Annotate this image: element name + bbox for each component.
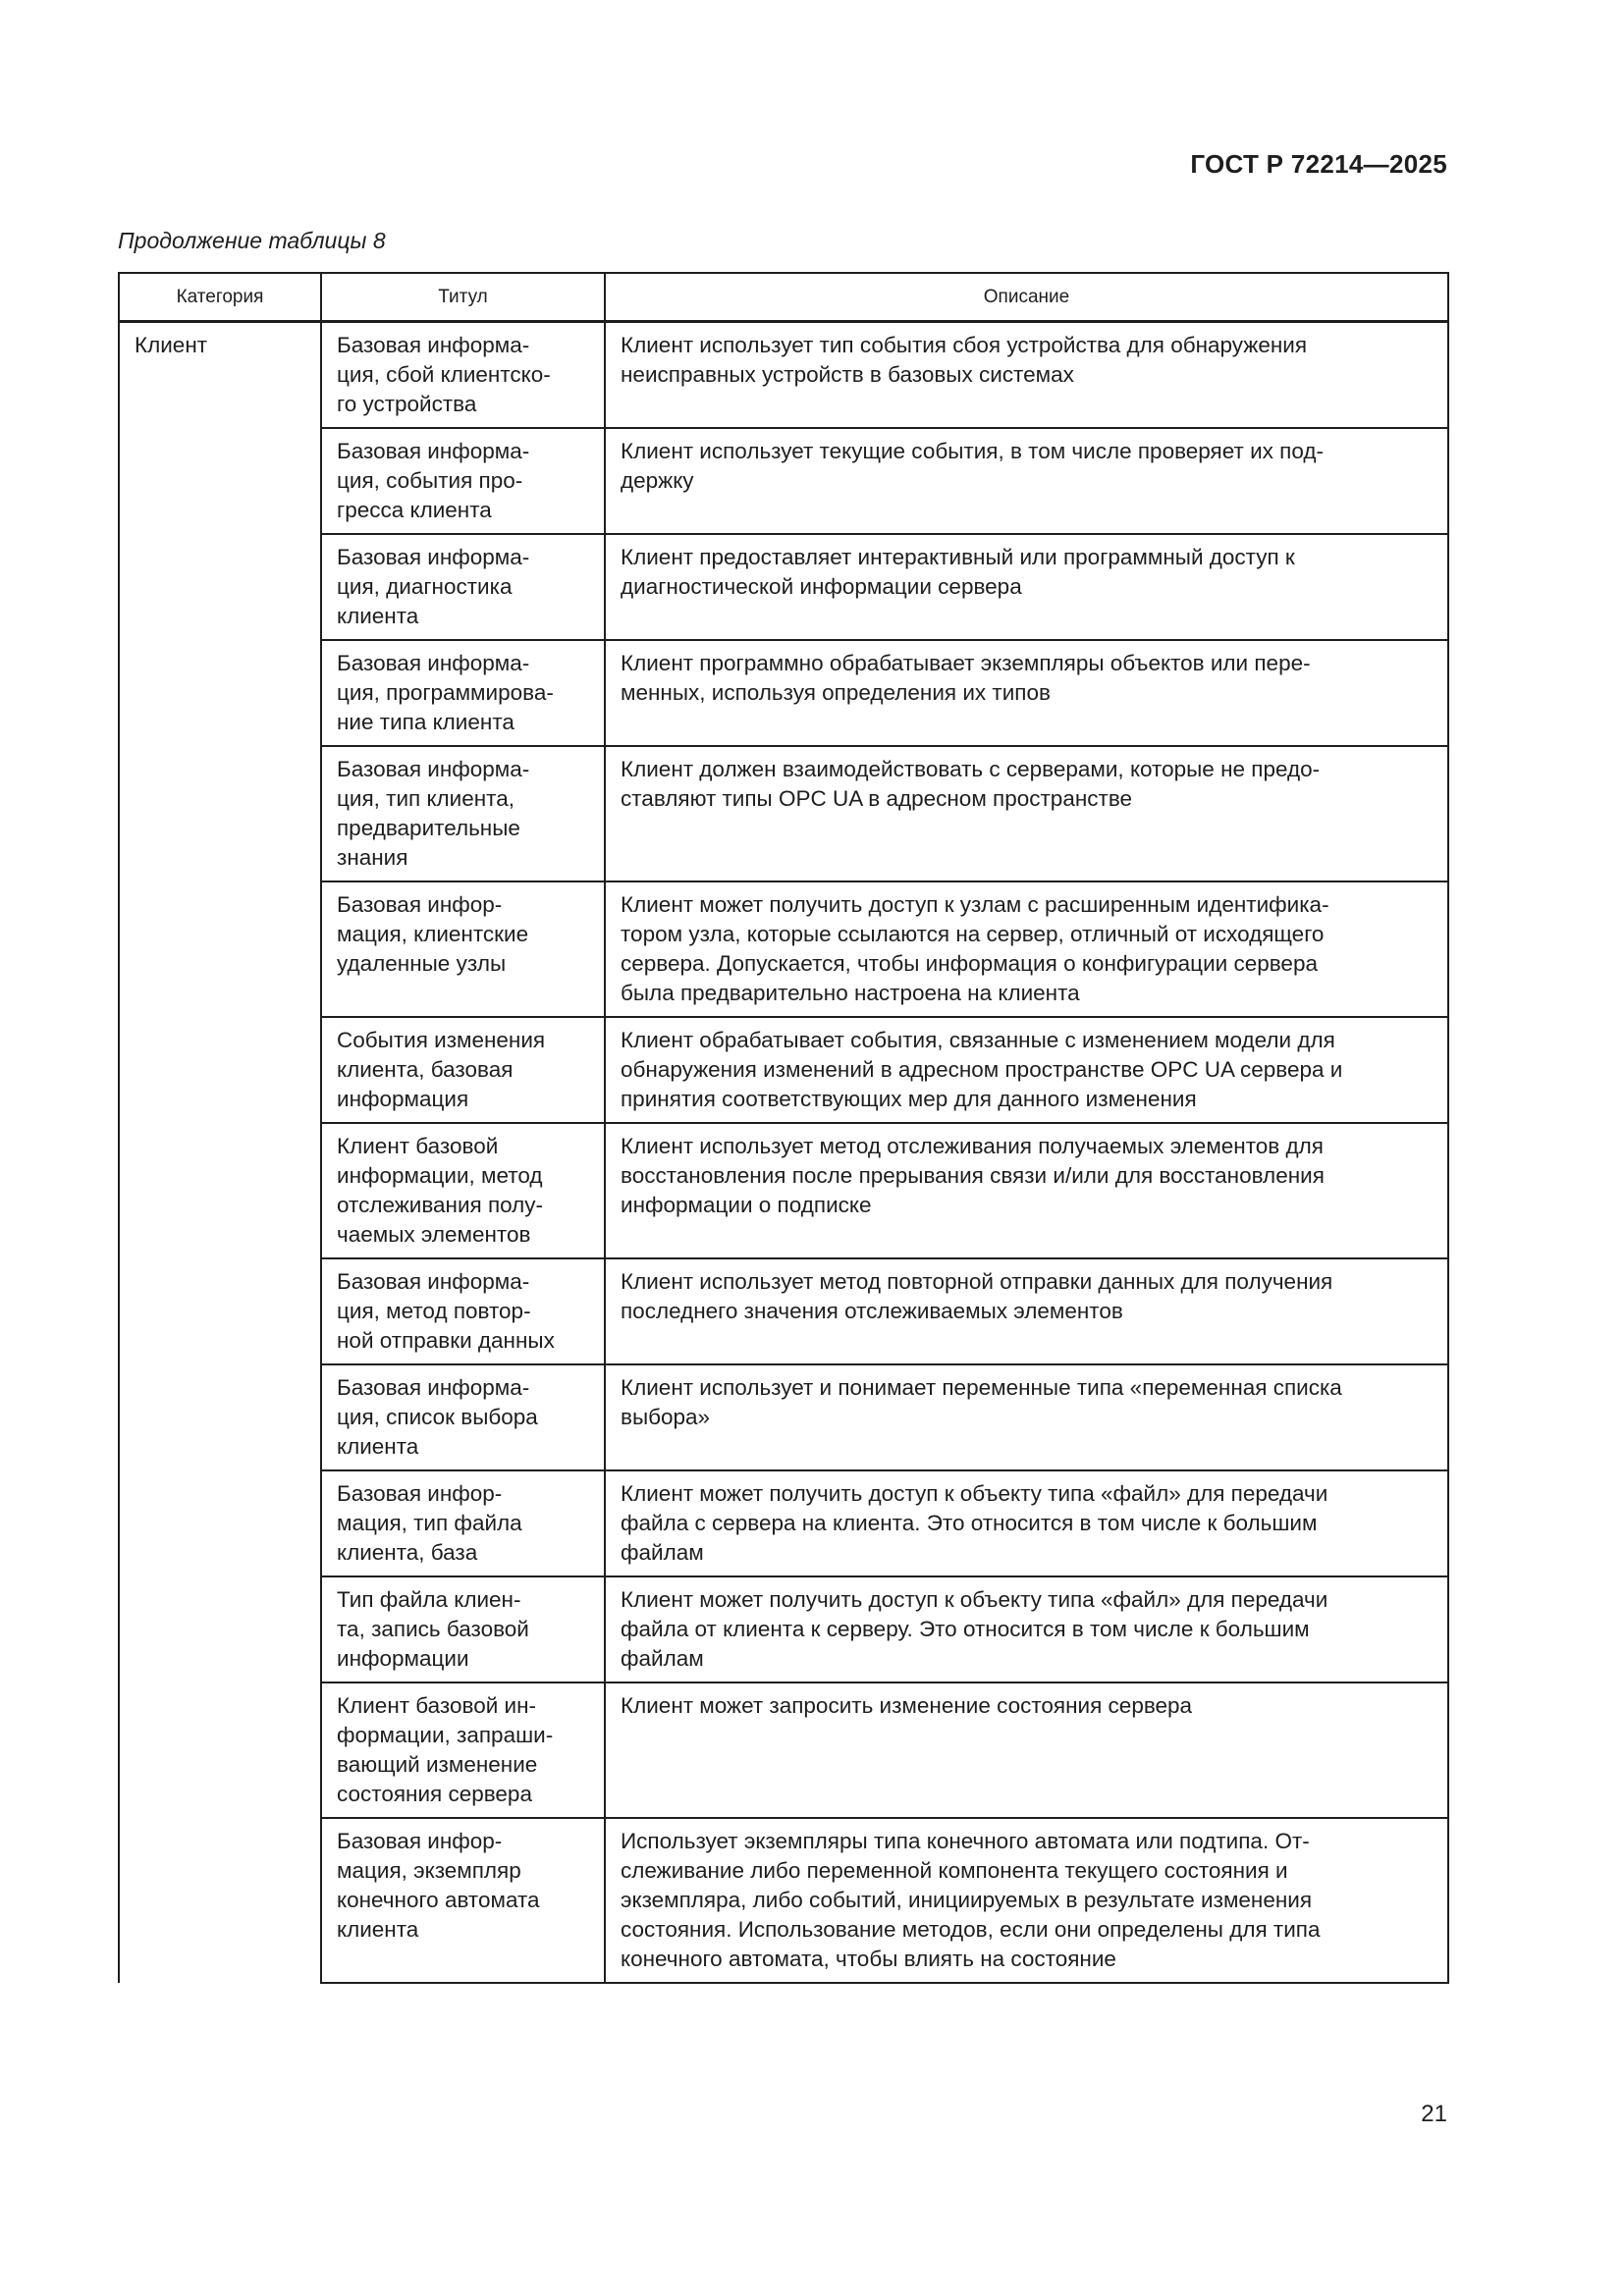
table-caption: Продолжение таблицы 8 xyxy=(118,228,386,253)
page-number: 21 xyxy=(1421,2101,1447,2127)
description-cell xyxy=(605,1576,1448,1682)
title-text: Базовая информа- ция, программирова- ние типа клиента xyxy=(337,651,554,734)
description-cell xyxy=(605,1258,1448,1364)
description-cell xyxy=(605,428,1448,534)
description-text: Клиент должен взаимодействовать с серверами, которые не предо- ставляют типы OPC UA в адресном пространстве xyxy=(621,757,1321,811)
standard-id: ГОСТ Р 72214—2025 xyxy=(1190,149,1447,179)
title-text: Базовая информа- ция, события про- гресса клиента xyxy=(337,439,530,522)
title-text: Клиент базовой ин- формации, запраши- вающий изменение состояния сервера xyxy=(337,1693,554,1806)
description-cell xyxy=(605,746,1448,881)
description-cell xyxy=(605,322,1448,429)
title-cell xyxy=(321,746,605,881)
requirements-table xyxy=(118,272,1449,1984)
description-text: Клиент использует и понимает переменные типа «переменная списка выбора» xyxy=(621,1375,1342,1429)
table-row xyxy=(119,322,1448,429)
column-header-title: Титул xyxy=(321,273,605,322)
description-text: Клиент может запросить изменение состояния сервера xyxy=(621,1693,1193,1718)
title-text: События изменения клиента, базовая информация xyxy=(337,1028,546,1111)
description-cell xyxy=(605,1682,1448,1818)
description-cell xyxy=(605,1818,1448,1983)
description-text: Клиент обрабатывает события, связанные с изменением модели для обнаружения изменений в адресном пространстве OPC UA сервера и принятия соответствующих мер для данного изменения xyxy=(621,1028,1343,1111)
title-cell xyxy=(321,640,605,746)
description-text: Клиент может получить доступ к объекту типа «файл» для передачи файла с сервера на клиента. Это относится в том числе к большим файлам xyxy=(621,1481,1328,1565)
title-text: Базовая информа- ция, сбой клиентско- го устройства xyxy=(337,333,551,416)
description-text: Клиент использует текущие события, в том числе проверяет их под- держку xyxy=(621,439,1324,493)
title-cell xyxy=(321,1818,605,1983)
description-text: Клиент использует метод повторной отправки данных для получения последнего значения отслеживаемых элементов xyxy=(621,1269,1333,1323)
description-text: Клиент предоставляет интерактивный или программный доступ к диагностической информации сервера xyxy=(621,545,1295,599)
description-cell xyxy=(605,881,1448,1017)
title-text: Базовая информа- ция, диагностика клиента xyxy=(337,545,530,628)
description-cell xyxy=(605,1364,1448,1470)
description-cell xyxy=(605,1123,1448,1258)
title-text: Базовая информа- ция, тип клиента, предварительные знания xyxy=(337,757,530,870)
description-cell xyxy=(605,1470,1448,1576)
description-text: Использует экземпляры типа конечного автомата или подтипа. От- слеживание либо переменной компонента текущего состояния и экземпляра, либо событий, инициируемых в результате изменения состояния. Использование методов, если они определены для типа конечного автомата, чтобы влиять на состояние xyxy=(621,1829,1321,1971)
title-text: Базовая инфор- мация, экземпляр конечного автомата клиента xyxy=(337,1829,540,1942)
table-body xyxy=(119,322,1448,1984)
description-cell xyxy=(605,640,1448,746)
table-header-row xyxy=(119,273,1448,322)
description-text: Клиент использует тип события сбоя устройства для обнаружения неисправных устройств в базовых системах xyxy=(621,333,1308,387)
title-text: Клиент базовой информации, метод отслеживания полу- чаемых элементов xyxy=(337,1134,544,1247)
title-text: Базовая инфор- мация, клиентские удаленные узлы xyxy=(337,892,529,976)
title-cell xyxy=(321,1576,605,1682)
description-cell xyxy=(605,534,1448,640)
title-cell xyxy=(321,428,605,534)
title-cell xyxy=(321,1258,605,1364)
requirements-table-container xyxy=(118,272,1447,1984)
title-cell xyxy=(321,881,605,1017)
title-cell xyxy=(321,534,605,640)
category-cell: Клиент xyxy=(119,322,321,1984)
title-cell xyxy=(321,1017,605,1123)
description-text: Клиент может получить доступ к узлам с расширенным идентифика- тором узла, которые ссылаются на сервер, отличный от исходящего сервера. Допускается, чтобы информация о конфигурации сервера была предварительно настроена на клиента xyxy=(621,892,1329,1005)
title-cell xyxy=(321,1470,605,1576)
title-cell xyxy=(321,1364,605,1470)
description-cell xyxy=(605,1017,1448,1123)
description-text: Клиент может получить доступ к объекту типа «файл» для передачи файла от клиента к серверу. Это относится в том числе к большим файлам xyxy=(621,1587,1328,1671)
description-text: Клиент использует метод отслеживания получаемых элементов для восстановления после прерывания связи и/или для восстановления информации о подписке xyxy=(621,1134,1325,1217)
title-text: Базовая информа- ция, список выбора клиента xyxy=(337,1375,538,1459)
column-header-description: Описание xyxy=(605,273,1448,322)
title-cell xyxy=(321,1682,605,1818)
title-text: Базовая инфор- мация, тип файла клиента, база xyxy=(337,1481,522,1565)
column-header-category: Категория xyxy=(119,273,321,322)
title-cell xyxy=(321,322,605,429)
description-text: Клиент программно обрабатывает экземпляры объектов или пере- менных, используя определения их типов xyxy=(621,651,1311,705)
title-text: Тип файла клиен- та, запись базовой информации xyxy=(337,1587,529,1671)
title-cell xyxy=(321,1123,605,1258)
title-text: Базовая информа- ция, метод повтор- ной отправки данных xyxy=(337,1269,555,1353)
